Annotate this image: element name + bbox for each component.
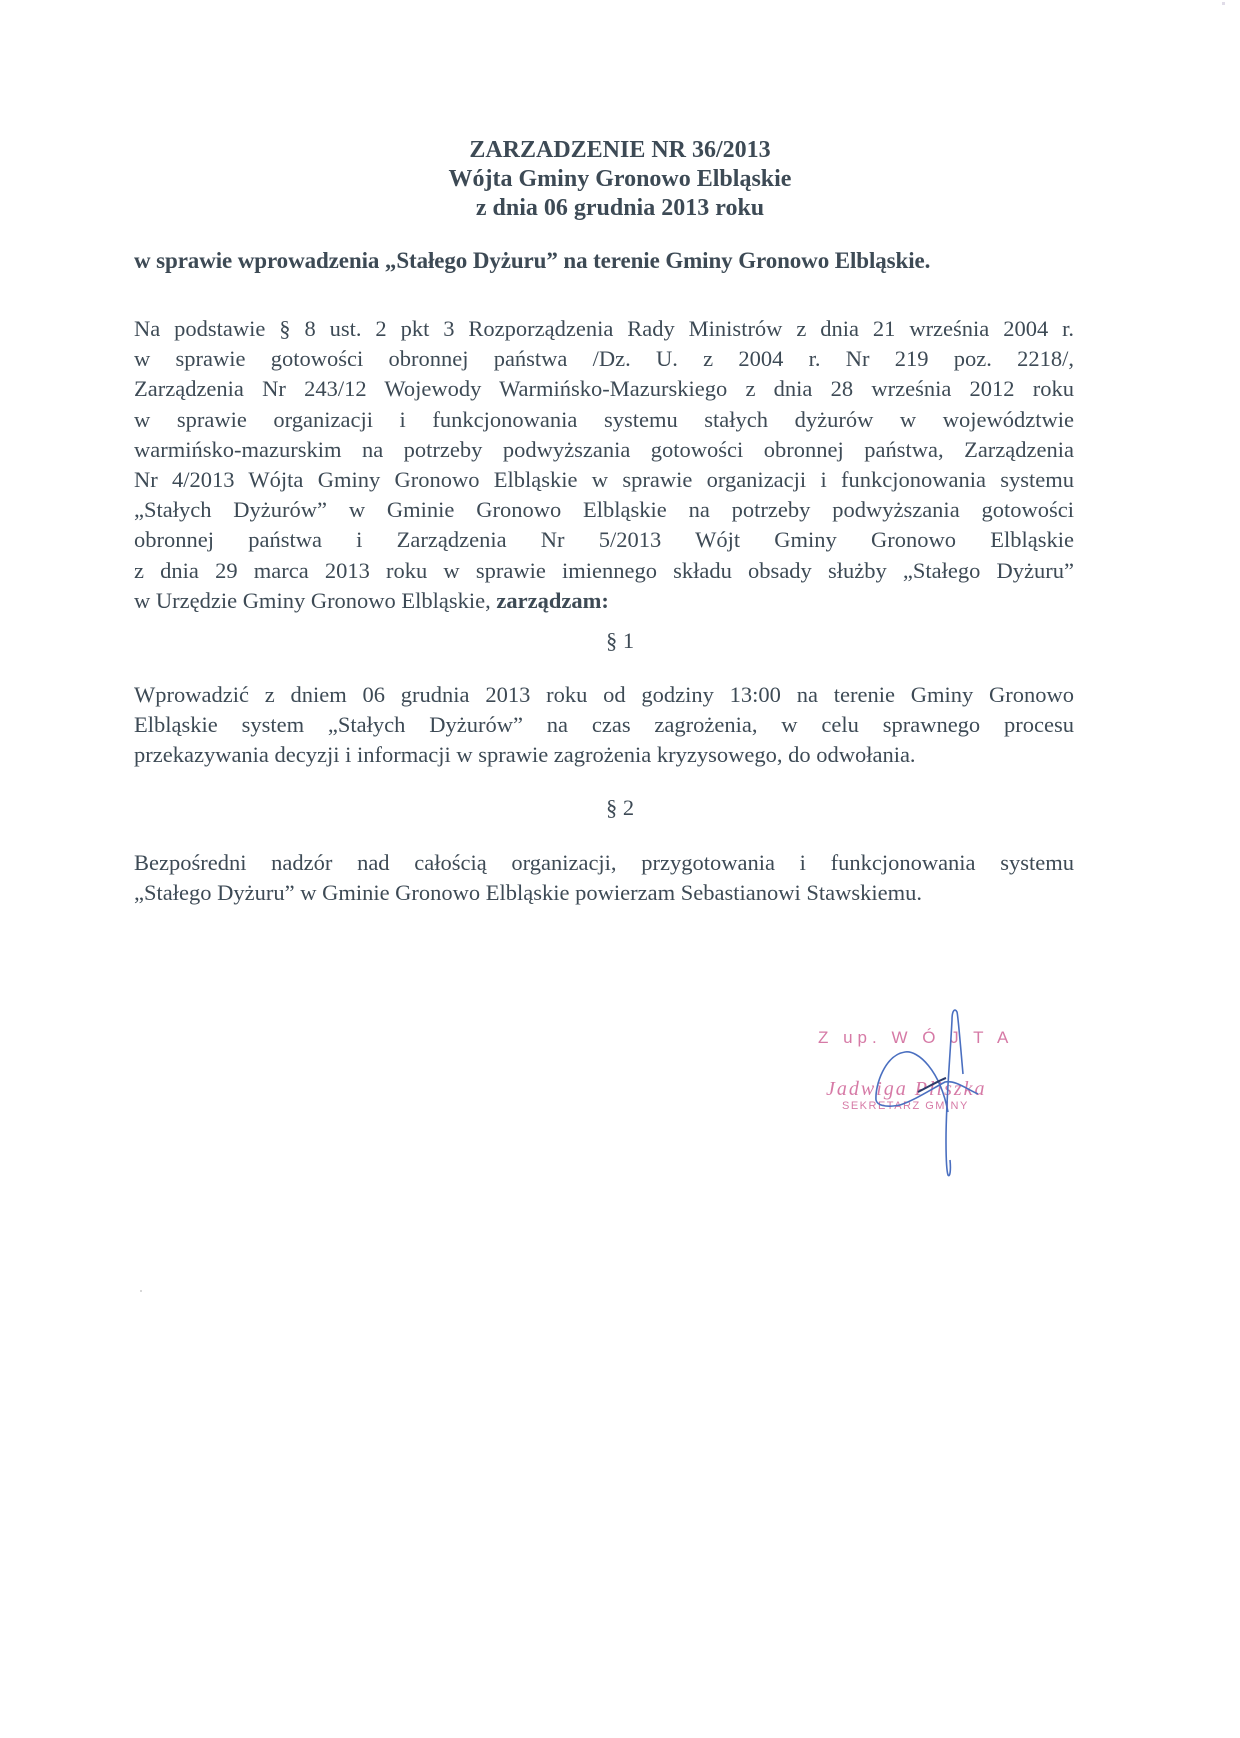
preamble-line: Na podstawie § 8 ust. 2 pkt 3 Rozporządzenia Rady Ministrów z dnia 21 września 2004 r. [134, 316, 1074, 341]
signature-stamp [800, 1000, 1060, 1200]
section-1-paragraph [134, 680, 1074, 771]
section-1-line: przekazywania decyzji i informacji w sprawie zagrożenia kryzysowego, do odwołania. [134, 742, 916, 768]
handwritten-signature [800, 1000, 1060, 1200]
section-1-line: Wprowadzić z dniem 06 grudnia 2013 roku od godziny 13:00 na terenie Gminy Gronowo [134, 682, 1074, 707]
preamble-line: z dnia 29 marca 2013 roku w sprawie imiennego składu obsady służby „Stałego Dyżuru” [134, 557, 1074, 583]
preamble-line: „Stałych Dyżurów” w Gminie Gronowo Elbląskie na potrzeby podwyższania gotowości [134, 497, 1074, 523]
preamble-line: Nr 4/2013 Wójta Gminy Gronowo Elbląskie w sprawie organizacji i funkcjonowania systemu [134, 467, 1074, 493]
scan-speck [140, 1290, 142, 1292]
stamp-title-line: SEKRETARZ GMINY [842, 1100, 969, 1112]
preamble-line: warmińsko-mazurskim na potrzeby podwyższania gotowości obronnej państwa, Zarządzenia [134, 436, 1074, 462]
document-date: z dnia 06 grudnia 2013 roku [475, 195, 765, 221]
stamp-name-line: Jadwiga Pliszka [826, 1078, 987, 1100]
document-issuer: Wójta Gminy Gronowo Elbląskie [448, 166, 792, 192]
preamble-line: Zarządzenia Nr 243/12 Wojewody Warmińsko-Mazurskiego z dnia 28 września 2012 roku [134, 376, 1074, 402]
signature-stroke-loop [876, 1052, 978, 1112]
preamble-last-line [134, 586, 1074, 616]
enactment-word: zarządzam: [496, 587, 609, 613]
preamble-line: w sprawie organizacji i funkcjonowania systemu stałych dyżurów w województwie [134, 406, 1074, 432]
section-2-line: „Stałego Dyżuru” w Gminie Gronowo Elbląskie powierzam Sebastianowi Stawskiemu. [134, 880, 922, 906]
signature-stroke-stem [946, 1010, 963, 1176]
section-1-heading: § 1 [605, 628, 635, 653]
document-header [0, 136, 1240, 223]
stamp-authority-line: Z up. W Ó J T A [818, 1028, 1014, 1047]
preamble-line: obronnej państwa i Zarządzenia Nr 5/2013 Wójt Gminy Gronowo Elbląskie [134, 527, 1074, 553]
section-2-line: Bezpośredni nadzór nad całością organizacji, przygotowania i funkcjonowania systemu [134, 850, 1074, 875]
document-title: ZARZADZENIE NR 36/2013 [469, 137, 771, 163]
preamble-paragraph [134, 314, 1074, 616]
section-1-line: Elbląskie system „Stałych Dyżurów” na czas zagrożenia, w celu sprawnego procesu [134, 712, 1074, 738]
section-2-paragraph [134, 848, 1074, 908]
scan-speck [1222, 2, 1225, 5]
document-subject: w sprawie wprowadzenia „Stałego Dyżuru” na terenie Gminy Gronowo Elbląskie. [134, 248, 931, 273]
preamble-line: w sprawie gotowości obronnej państwa /Dz. U. z 2004 r. Nr 219 poz. 2218/, [134, 346, 1074, 372]
preamble-last-text: w Urzędzie Gminy Gronowo Elbląskie, [134, 587, 497, 613]
section-2-heading: § 2 [605, 795, 635, 820]
